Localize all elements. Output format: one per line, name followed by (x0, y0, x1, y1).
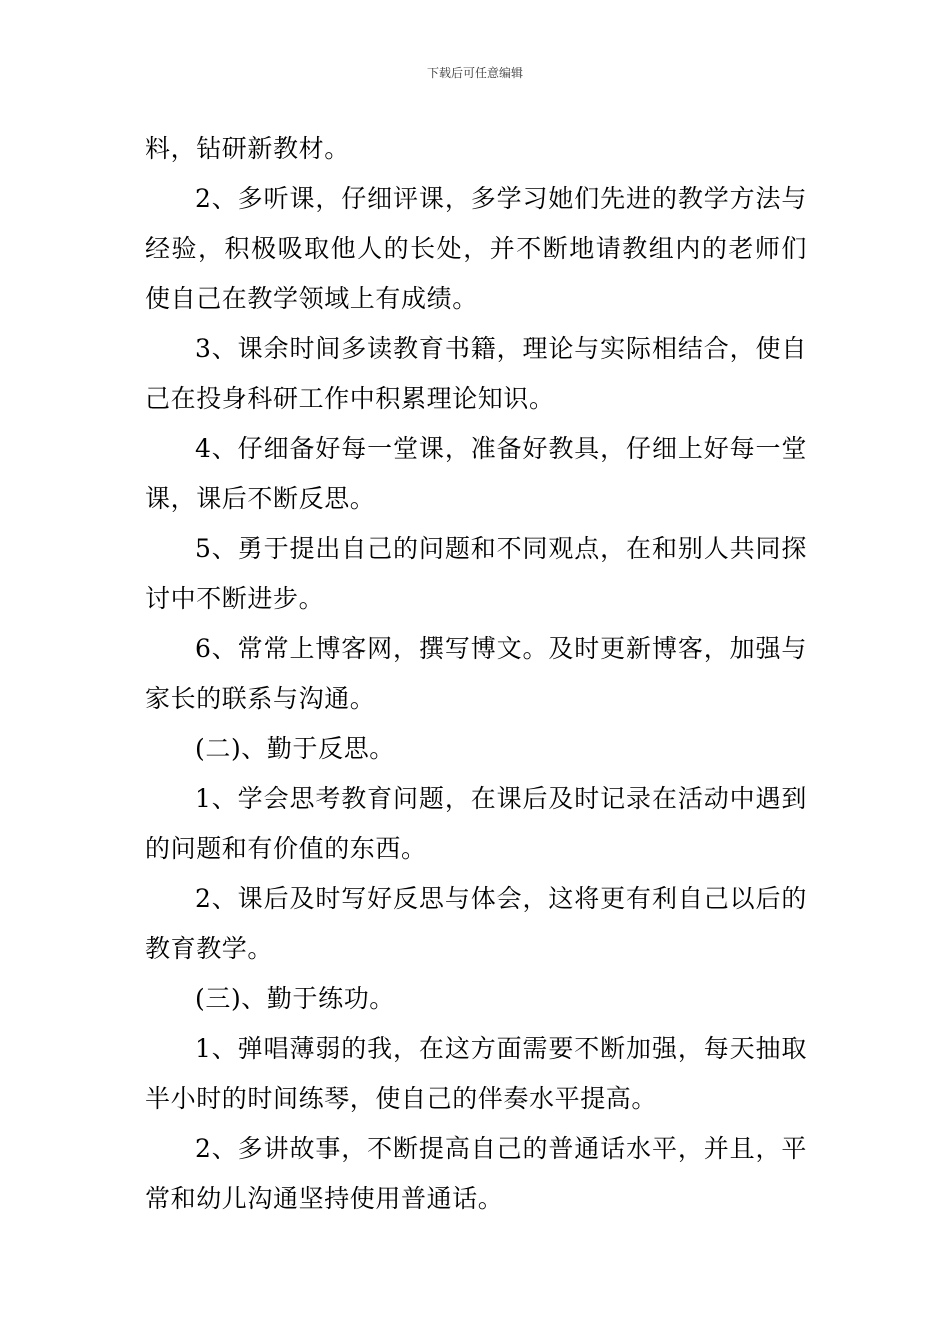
section-heading-reflection: (二)、勤于反思。 (195, 734, 395, 763)
paragraph-item-raise-questions: 5、勇于提出自己的问题和不同观点，在和别人共同探讨中不断进步。 (145, 534, 807, 613)
paragraph-item-blog: 6、常常上博客网，撰写博文。及时更新博客，加强与家长的联系与沟通。 (145, 634, 807, 713)
page-header: 下载后可任意编辑 (426, 66, 523, 80)
document-body (145, 124, 807, 1224)
paragraph-item-think-problems: 1、学会思考教育问题，在课后及时记录在活动中遇到的问题和有价值的东西。 (145, 784, 807, 863)
paragraph-item-prepare-lessons: 4、仔细备好每一堂课，准备好教具，仔细上好每一堂课，课后不断反思。 (145, 434, 807, 513)
paragraph-item-write-reflection: 2、课后及时写好反思与体会，这将更有利自己以后的教育教学。 (145, 884, 807, 963)
paragraph-item-piano: 1、弹唱薄弱的我，在这方面需要不断加强，每天抽取半小时的时间练琴，使自己的伴奏水平提高。 (145, 1034, 807, 1113)
paragraph-item-read-books: 3、课余时间多读教育书籍，理论与实际相结合，使自己在投身科研工作中积累理论知识。 (145, 334, 807, 413)
paragraph-continuation: 料，钻研新教材。 (145, 134, 350, 163)
paragraph-item-listen-lessons: 2、多听课，仔细评课，多学习她们先进的教学方法与经验，积极吸取他人的长处，并不断地请教组内的老师们使自己在教学领域上有成绩。 (145, 184, 807, 313)
section-heading-practice: (三)、勤于练功。 (195, 984, 395, 1013)
paragraph-item-storytelling: 2、多讲故事，不断提高自己的普通话水平，并且，平常和幼儿沟通坚持使用普通话。 (145, 1134, 807, 1213)
